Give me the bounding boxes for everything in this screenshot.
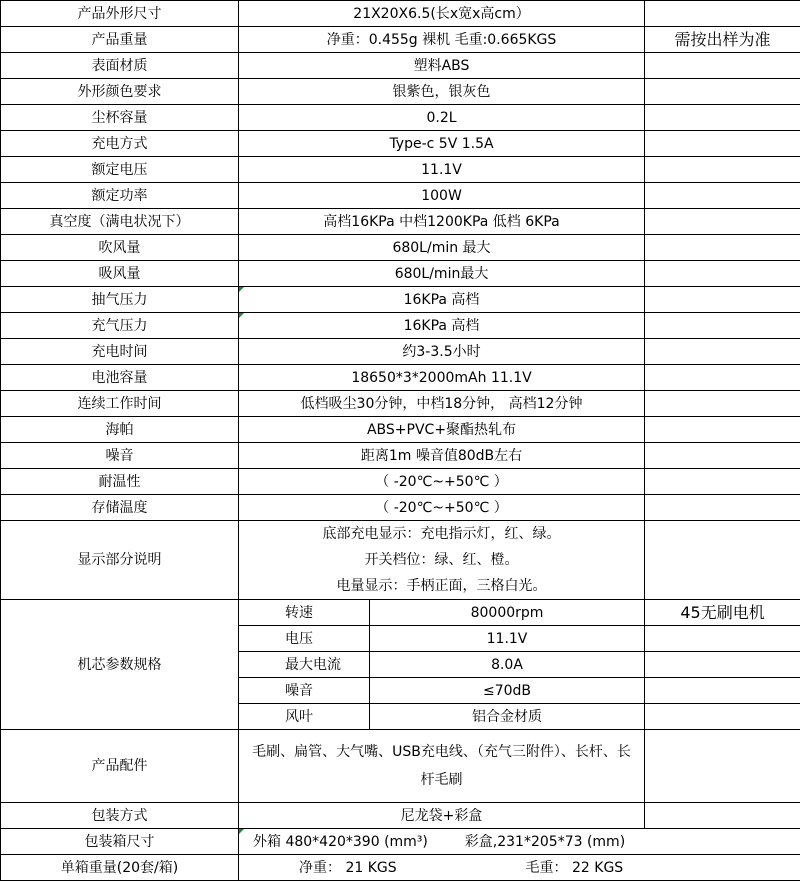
table-row — [1, 417, 800, 443]
row-value: 净重：0.455g 裸机 毛重:0.665KGS — [239, 27, 645, 53]
table-row — [1, 27, 800, 53]
empty-cell — [645, 803, 800, 829]
empty-cell — [645, 469, 800, 495]
table-row — [1, 339, 800, 365]
box-weight — [239, 855, 800, 881]
empty-cell — [645, 53, 800, 79]
empty-cell — [645, 417, 800, 443]
row-value: 距离1m 噪音值80dB左右 — [239, 443, 645, 469]
motor-param-value: ≤70dB — [370, 678, 645, 704]
table-row — [1, 261, 800, 287]
row-label: 连续工作时间 — [1, 391, 239, 417]
motor-param-value: 11.1V — [370, 626, 645, 652]
motor-param-key: 噪音 — [239, 678, 370, 704]
row-value: 尼龙袋+彩盒 — [239, 803, 645, 829]
empty-cell — [645, 261, 800, 287]
row-label: 表面材质 — [1, 53, 239, 79]
empty-cell — [645, 313, 800, 339]
row-label: 产品外形尺寸 — [1, 1, 239, 27]
row-label: 吸风量 — [1, 261, 239, 287]
table-row — [1, 287, 800, 313]
table-row — [1, 1, 800, 27]
row-value: 银紫色，银灰色 — [239, 79, 645, 105]
row-value: 21X20X6.5(长x宽x高cm） — [239, 1, 645, 27]
row-value: （ -20℃~+50℃ ） — [239, 469, 645, 495]
table-row — [1, 469, 800, 495]
empty-cell — [645, 1, 800, 27]
motor-param-key: 风叶 — [239, 704, 370, 730]
weight-note: 需按出样为准 — [645, 27, 800, 53]
table-row — [1, 131, 800, 157]
table-row — [1, 855, 800, 881]
row-label: 包装方式 — [1, 803, 239, 829]
motor-param-value: 8.0A — [370, 652, 645, 678]
row-value: 约3-3.5小时 — [239, 339, 645, 365]
net-weight: 净重： 21 KGS — [299, 859, 397, 876]
table-row — [1, 183, 800, 209]
gross-weight: 毛重： 22 KGS — [525, 859, 624, 876]
row-label: 单箱重量(20套/箱) — [1, 855, 239, 881]
row-label: 尘杯容量 — [1, 105, 239, 131]
motor-note: 45无刷电机 — [645, 600, 800, 626]
row-label: 机芯参数规格 — [1, 600, 239, 730]
empty-cell — [645, 287, 800, 313]
display-description — [239, 521, 645, 600]
row-label: 额定功率 — [1, 183, 239, 209]
row-label: 产品配件 — [1, 730, 239, 803]
row-value: 低档吸尘30分钟，中档18分钟， 高档12分钟 — [239, 391, 645, 417]
empty-cell — [645, 235, 800, 261]
empty-cell — [645, 131, 800, 157]
table-row — [1, 53, 800, 79]
table-row — [1, 600, 800, 626]
empty-cell — [645, 652, 800, 678]
row-value: 100W — [239, 183, 645, 209]
empty-cell — [645, 443, 800, 469]
table-row — [1, 157, 800, 183]
empty-cell — [645, 79, 800, 105]
row-label: 产品重量 — [1, 27, 239, 53]
table-row — [1, 443, 800, 469]
empty-cell — [645, 730, 800, 803]
empty-cell — [645, 183, 800, 209]
row-label: 真空度（满电状况下） — [1, 209, 239, 235]
motor-param-key: 最大电流 — [239, 652, 370, 678]
row-value: ABS+PVC+聚酯热轧布 — [239, 417, 645, 443]
row-value: 塑料ABS — [239, 53, 645, 79]
empty-cell — [645, 157, 800, 183]
row-value: 680L/min最大 — [239, 261, 645, 287]
row-value: 16KPa 高档 — [239, 287, 645, 313]
table-row — [1, 495, 800, 521]
row-label: 抽气压力 — [1, 287, 239, 313]
display-line: 开关档位：绿、红、橙。 — [364, 552, 519, 568]
row-value: 毛刷、扁管、大气嘴、USB充电线、（充气三附件）、长杆、长杆毛刷 — [239, 730, 645, 803]
row-label: 充电时间 — [1, 339, 239, 365]
table-row — [1, 235, 800, 261]
display-line: 电量显示：手柄正面，三格白光。 — [336, 578, 547, 594]
empty-cell — [645, 105, 800, 131]
table-row — [1, 803, 800, 829]
empty-cell — [645, 391, 800, 417]
carton-size — [239, 829, 800, 855]
table-row — [1, 521, 800, 600]
row-value: 高档16KPa 中档1200KPa 低档 6KPa — [239, 209, 645, 235]
display-line: 底部充电显示：充电指示灯，红、绿。 — [322, 526, 561, 542]
table-row — [1, 829, 800, 855]
carton-outer: 外箱 480*420*390 (mm³) — [253, 833, 428, 850]
empty-cell — [645, 365, 800, 391]
table-row — [1, 365, 800, 391]
table-row — [1, 391, 800, 417]
empty-cell — [645, 704, 800, 730]
empty-cell — [645, 626, 800, 652]
empty-cell — [645, 521, 800, 600]
empty-cell — [645, 209, 800, 235]
row-value: 0.2L — [239, 105, 645, 131]
row-value: Type-c 5V 1.5A — [239, 131, 645, 157]
table-row — [1, 105, 800, 131]
table-row — [1, 79, 800, 105]
empty-cell — [645, 678, 800, 704]
row-label: 额定电压 — [1, 157, 239, 183]
row-label: 外形颜色要求 — [1, 79, 239, 105]
row-label: 耐温性 — [1, 469, 239, 495]
row-label: 海帕 — [1, 417, 239, 443]
row-value: （ -20℃~+50℃ ） — [239, 495, 645, 521]
row-label: 包装箱尺寸 — [1, 829, 239, 855]
row-label: 显示部分说明 — [1, 521, 239, 600]
table-row — [1, 209, 800, 235]
motor-param-value: 80000rpm — [370, 600, 645, 626]
row-value: 16KPa 高档 — [239, 313, 645, 339]
row-label: 吹风量 — [1, 235, 239, 261]
carton-inner: 彩盒,231*205*73 (mm) — [464, 833, 626, 850]
table-row — [1, 313, 800, 339]
row-value: 18650*3*2000mAh 11.1V — [239, 365, 645, 391]
motor-param-value: 铝合金材质 — [370, 704, 645, 730]
table-row — [1, 730, 800, 803]
row-label: 存储温度 — [1, 495, 239, 521]
motor-param-key: 转速 — [239, 600, 370, 626]
row-label: 电池容量 — [1, 365, 239, 391]
row-value: 680L/min 最大 — [239, 235, 645, 261]
motor-param-key: 电压 — [239, 626, 370, 652]
row-label: 充气压力 — [1, 313, 239, 339]
row-label: 充电方式 — [1, 131, 239, 157]
row-label: 噪音 — [1, 443, 239, 469]
empty-cell — [645, 339, 800, 365]
empty-cell — [645, 495, 800, 521]
row-value: 11.1V — [239, 157, 645, 183]
